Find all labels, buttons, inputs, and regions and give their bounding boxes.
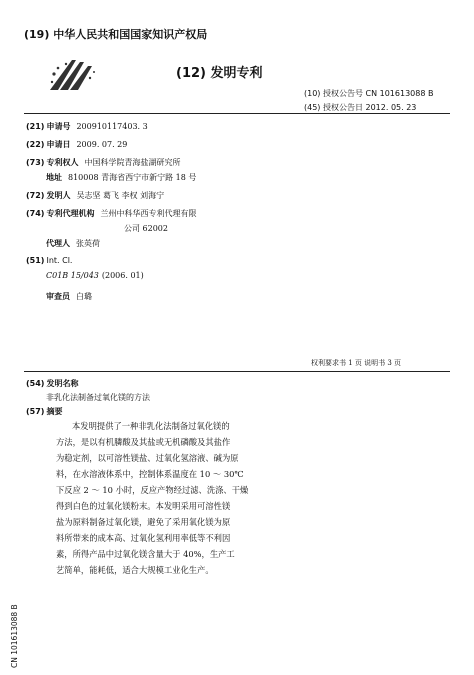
abstract-line: 为稳定剂，以可溶性镁盐、过氧化氢溶液、碱为原 — [56, 453, 239, 463]
header-divider — [24, 113, 450, 114]
abstract-line: 下反应 2 ～ 10 小时，反应产物经过滤、洗涤、干燥 — [56, 485, 249, 495]
patent-agency: (74) 专利代理机构 兰州中科华西专利代理有限 — [26, 209, 197, 218]
examiner: 审查员 白璐 — [46, 292, 92, 301]
abstract-line: 料所带来的成本高、过氧化氢利用率低等不利因 — [56, 533, 231, 543]
side-publication-number: CN 101613088 B — [10, 604, 19, 668]
abstract-line: 方法，是以有机膦酸及其盐或无机磷酸及其盐作 — [56, 437, 231, 447]
cnipa-logo-icon — [46, 54, 102, 94]
invention-title: 非乳化法制备过氧化镁的方法 — [46, 393, 150, 402]
patent-holder: (73) 专利权人 中国科学院青海盐湖研究所 — [26, 158, 181, 167]
holder-address: 地址 810008 青海省西宁市新宁路 18 号 — [46, 173, 197, 182]
abstract-line: 料，在水溶液体系中，控制体系温度在 10 ～ 30℃ — [56, 469, 244, 479]
document-type: (12) 发明专利 — [176, 66, 263, 81]
abstract-label: (57) 摘要 — [26, 407, 63, 416]
application-date: (22) 申请日 2009. 07. 29 — [26, 140, 128, 149]
int-classification: (51) Int. Cl. — [26, 256, 73, 265]
office-name: (19) 中华人民共和国国家知识产权局 — [24, 28, 208, 41]
invention-title-label: (54) 发明名称 — [26, 379, 79, 388]
abstract-line: 素，所得产品中过氧化镁含量大于 40%，生产工 — [56, 549, 235, 559]
abstract-text — [56, 418, 416, 578]
abstract-line: 艺简单，能耗低，适合大规模工业化生产。 — [56, 565, 214, 575]
patent-agency-line2: 公司 62002 — [124, 224, 168, 233]
inventors: (72) 发明人 吴志坚 葛飞 李权 刘海宁 — [26, 191, 165, 200]
section-divider — [24, 371, 450, 372]
publication-number: (10) 授权公告号 CN 101613088 B — [304, 89, 434, 98]
agent: 代理人 张英荷 — [46, 239, 100, 248]
abstract-line: 盐为原料制备过氧化镁，避免了采用氧化镁为原 — [56, 517, 231, 527]
int-classification-value: C01B 15/043 (2006. 01) — [46, 271, 144, 280]
application-number: (21) 申请号 200910117403. 3 — [26, 122, 148, 131]
abstract-line: 得到白色的过氧化镁粉末。本发明采用可溶性镁 — [56, 501, 231, 511]
publication-date: (45) 授权公告日 2012. 05. 23 — [304, 103, 417, 112]
page-count: 权利要求书 1 页 说明书 3 页 — [311, 359, 402, 367]
abstract-line: 本发明提供了一种非乳化法制备过氧化镁的 — [72, 421, 230, 431]
